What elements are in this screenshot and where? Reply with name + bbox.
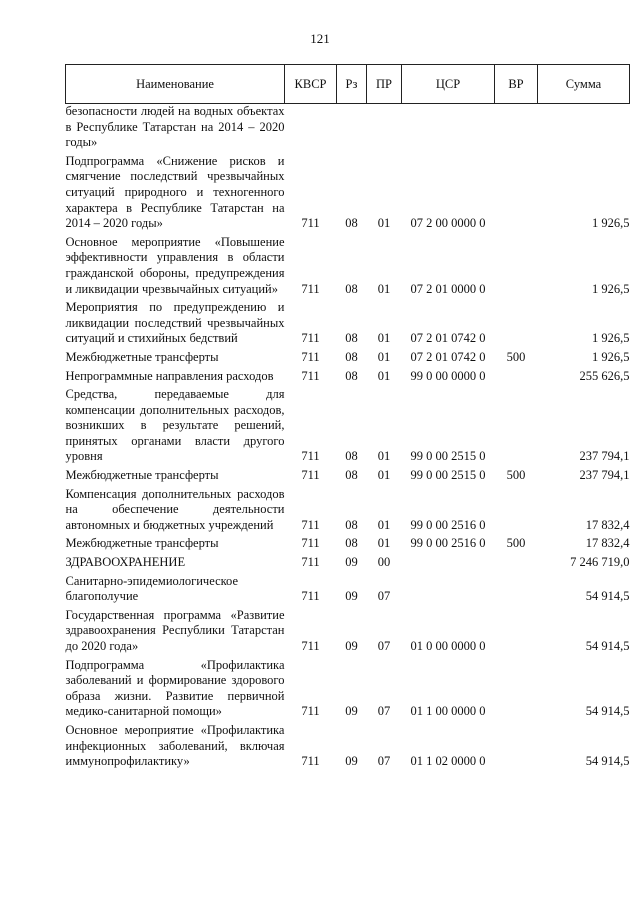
cell-pr: 07	[377, 754, 391, 769]
cell-kvsr: 711	[301, 216, 320, 231]
cell-rz: 08	[345, 468, 358, 483]
cell-pr: 01	[377, 216, 391, 231]
cell-vr	[495, 484, 538, 534]
cell-name: Компенсация дополнительных расходов на обеспечение деятельности автономных и бюджетных учреждений	[65, 486, 285, 532]
cell-name: Подпрограмма «Снижение рисков и смягчение последствий чрезвычайных ситуаций природного и техногенного характера в Республике Татарстан на 2014 – 2020 годы»	[65, 153, 285, 231]
cell-kvsr	[285, 104, 337, 151]
cell-csr: 99 0 00 2516 0	[410, 536, 486, 551]
cell-sum: 237 794,1	[579, 449, 630, 464]
cell-name: Межбюджетные трансферты	[65, 468, 219, 483]
table-row	[66, 720, 630, 770]
cell-csr: 99 0 00 0000 0	[410, 368, 486, 383]
cell-name: Средства, передаваемые для компенсации дополнительных расходов, возникших в результате решений, принятых органами власти другого уровня	[65, 387, 285, 464]
cell-rz: 08	[345, 517, 358, 532]
cell-vr	[495, 571, 538, 605]
cell-rz: 09	[345, 589, 358, 604]
cell-csr: 99 0 00 2515 0	[410, 449, 486, 464]
cell-vr	[495, 151, 538, 232]
column-header-kvsr: КВСР	[285, 65, 337, 104]
table-row	[66, 232, 630, 297]
cell-csr: 99 0 00 2516 0	[410, 517, 486, 532]
cell-kvsr: 711	[301, 517, 320, 532]
cell-name: Основное мероприятие «Повышение эффективности управления в области гражданской обороны, предупреждения и ликвидации чрезвычайных ситуаций»	[65, 234, 285, 296]
cell-kvsr: 711	[301, 639, 320, 653]
cell-rz: 08	[345, 216, 358, 231]
cell-sum	[538, 104, 630, 151]
cell-pr: 01	[377, 281, 391, 296]
cell-sum: 17 832,4	[585, 517, 630, 532]
cell-pr: 07	[377, 589, 391, 604]
cell-sum: 54 914,5	[585, 639, 630, 653]
cell-rz: 08	[345, 449, 358, 464]
page-number: 121	[310, 31, 330, 46]
cell-rz: 09	[345, 639, 358, 653]
cell-kvsr: 711	[301, 331, 320, 346]
cell-name: Межбюджетные трансферты	[65, 536, 219, 551]
table-row	[66, 571, 630, 605]
cell-kvsr: 711	[301, 754, 320, 769]
cell-rz: 08	[345, 331, 358, 346]
cell-kvsr: 711	[301, 555, 320, 570]
table-row	[66, 104, 630, 151]
cell-name: безопасности людей на водных объектах в Республике Татарстан на 2014 – 2020 годы»	[65, 104, 285, 150]
table-row	[66, 384, 630, 465]
cell-rz: 08	[345, 368, 358, 383]
cell-csr: 01 1 02 0000 0	[410, 754, 486, 769]
cell-pr: 01	[377, 368, 391, 383]
cell-csr	[402, 104, 495, 151]
cell-sum: 54 914,5	[585, 704, 630, 719]
cell-vr	[495, 232, 538, 297]
cell-kvsr: 711	[301, 349, 320, 364]
table-row	[66, 484, 630, 534]
cell-csr: 99 0 00 2515 0	[410, 468, 486, 483]
column-header-sum: Сумма	[538, 65, 630, 104]
table-row	[66, 347, 630, 366]
column-header-vr: ВР	[495, 65, 538, 104]
table-row	[66, 297, 630, 347]
cell-vr	[495, 104, 538, 151]
table-row	[66, 605, 630, 655]
column-header-name: Наименование	[66, 65, 285, 104]
cell-pr: 01	[377, 331, 391, 346]
cell-name: Межбюджетные трансферты	[65, 349, 219, 364]
cell-pr: 01	[377, 517, 391, 532]
table-body	[66, 104, 630, 770]
cell-name: Мероприятия по предупреждению и ликвидации последствий чрезвычайных ситуаций и стихийных бедствий	[65, 300, 285, 346]
cell-pr: 07	[377, 704, 391, 719]
cell-pr: 01	[377, 449, 391, 464]
cell-sum: 1 926,5	[592, 349, 630, 364]
cell-sum: 7 246 719,0	[570, 555, 630, 570]
cell-pr: 01	[377, 536, 391, 551]
cell-csr: 01 1 00 0000 0	[410, 704, 486, 719]
budget-table	[65, 64, 630, 770]
cell-rz: 09	[345, 704, 358, 719]
cell-vr: 500	[506, 468, 526, 483]
table-header-row	[66, 65, 630, 104]
cell-pr	[367, 104, 402, 151]
cell-vr: 500	[506, 349, 526, 364]
cell-rz: 09	[345, 754, 358, 769]
cell-csr: 07 2 01 0000 0	[410, 281, 486, 296]
cell-pr: 00	[377, 555, 391, 570]
cell-kvsr: 711	[301, 536, 320, 551]
cell-name: Санитарно-эпидемиологическое благополучие	[65, 573, 239, 604]
cell-name: Государственная программа «Развитие здравоохранения Республики Татарстан до 2020 года»	[65, 607, 285, 653]
table-row	[66, 366, 630, 385]
cell-sum: 1 926,5	[592, 331, 630, 346]
table-row	[66, 151, 630, 232]
cell-kvsr: 711	[301, 704, 320, 719]
cell-sum: 237 794,1	[579, 468, 630, 483]
cell-vr	[495, 297, 538, 347]
table-row	[66, 552, 630, 571]
cell-sum: 54 914,5	[585, 589, 630, 604]
cell-name: Непрограммные направления расходов	[65, 368, 274, 383]
cell-sum: 255 626,5	[579, 368, 630, 383]
cell-sum: 1 926,5	[592, 281, 630, 296]
cell-vr	[495, 655, 538, 720]
table-row	[66, 533, 630, 552]
cell-rz: 08	[345, 349, 358, 364]
cell-name: ЗДРАВООХРАНЕНИЕ	[65, 555, 186, 570]
cell-csr: 07 2 00 0000 0	[410, 216, 486, 231]
cell-kvsr: 711	[301, 449, 320, 464]
cell-csr: 01 0 00 0000 0	[410, 639, 486, 653]
column-header-pr: ПР	[367, 65, 402, 104]
cell-name: Основное мероприятие «Профилактика инфекционных заболеваний, включая иммунопрофилактику»	[65, 722, 285, 769]
cell-csr	[402, 571, 495, 605]
cell-kvsr: 711	[301, 468, 320, 483]
cell-kvsr: 711	[301, 281, 320, 296]
cell-rz: 09	[345, 555, 358, 570]
table-row	[66, 655, 630, 720]
cell-vr: 500	[506, 536, 526, 551]
cell-vr	[495, 605, 538, 655]
cell-name: Подпрограмма «Профилактика заболеваний и формирование здорового образа жизни. Развитие первичной медико-санитарной помощи»	[65, 657, 285, 719]
cell-kvsr: 711	[301, 368, 320, 383]
cell-pr: 01	[377, 349, 391, 364]
cell-rz: 08	[345, 536, 358, 551]
cell-kvsr: 711	[301, 589, 320, 604]
cell-vr	[495, 720, 538, 770]
cell-rz	[337, 104, 367, 151]
cell-csr	[402, 552, 495, 571]
cell-vr	[495, 552, 538, 571]
cell-vr	[495, 384, 538, 465]
table-row	[66, 465, 630, 484]
cell-sum: 1 926,5	[592, 216, 630, 231]
cell-vr	[495, 366, 538, 385]
cell-pr: 07	[377, 639, 391, 653]
cell-sum: 54 914,5	[585, 754, 630, 769]
cell-pr: 01	[377, 468, 391, 483]
cell-csr: 07 2 01 0742 0	[410, 331, 486, 346]
cell-csr: 07 2 01 0742 0	[410, 349, 486, 364]
cell-sum: 17 832,4	[585, 536, 630, 551]
cell-rz: 08	[345, 281, 358, 296]
column-header-csr: ЦСР	[402, 65, 495, 104]
column-header-rz: Рз	[337, 65, 367, 104]
